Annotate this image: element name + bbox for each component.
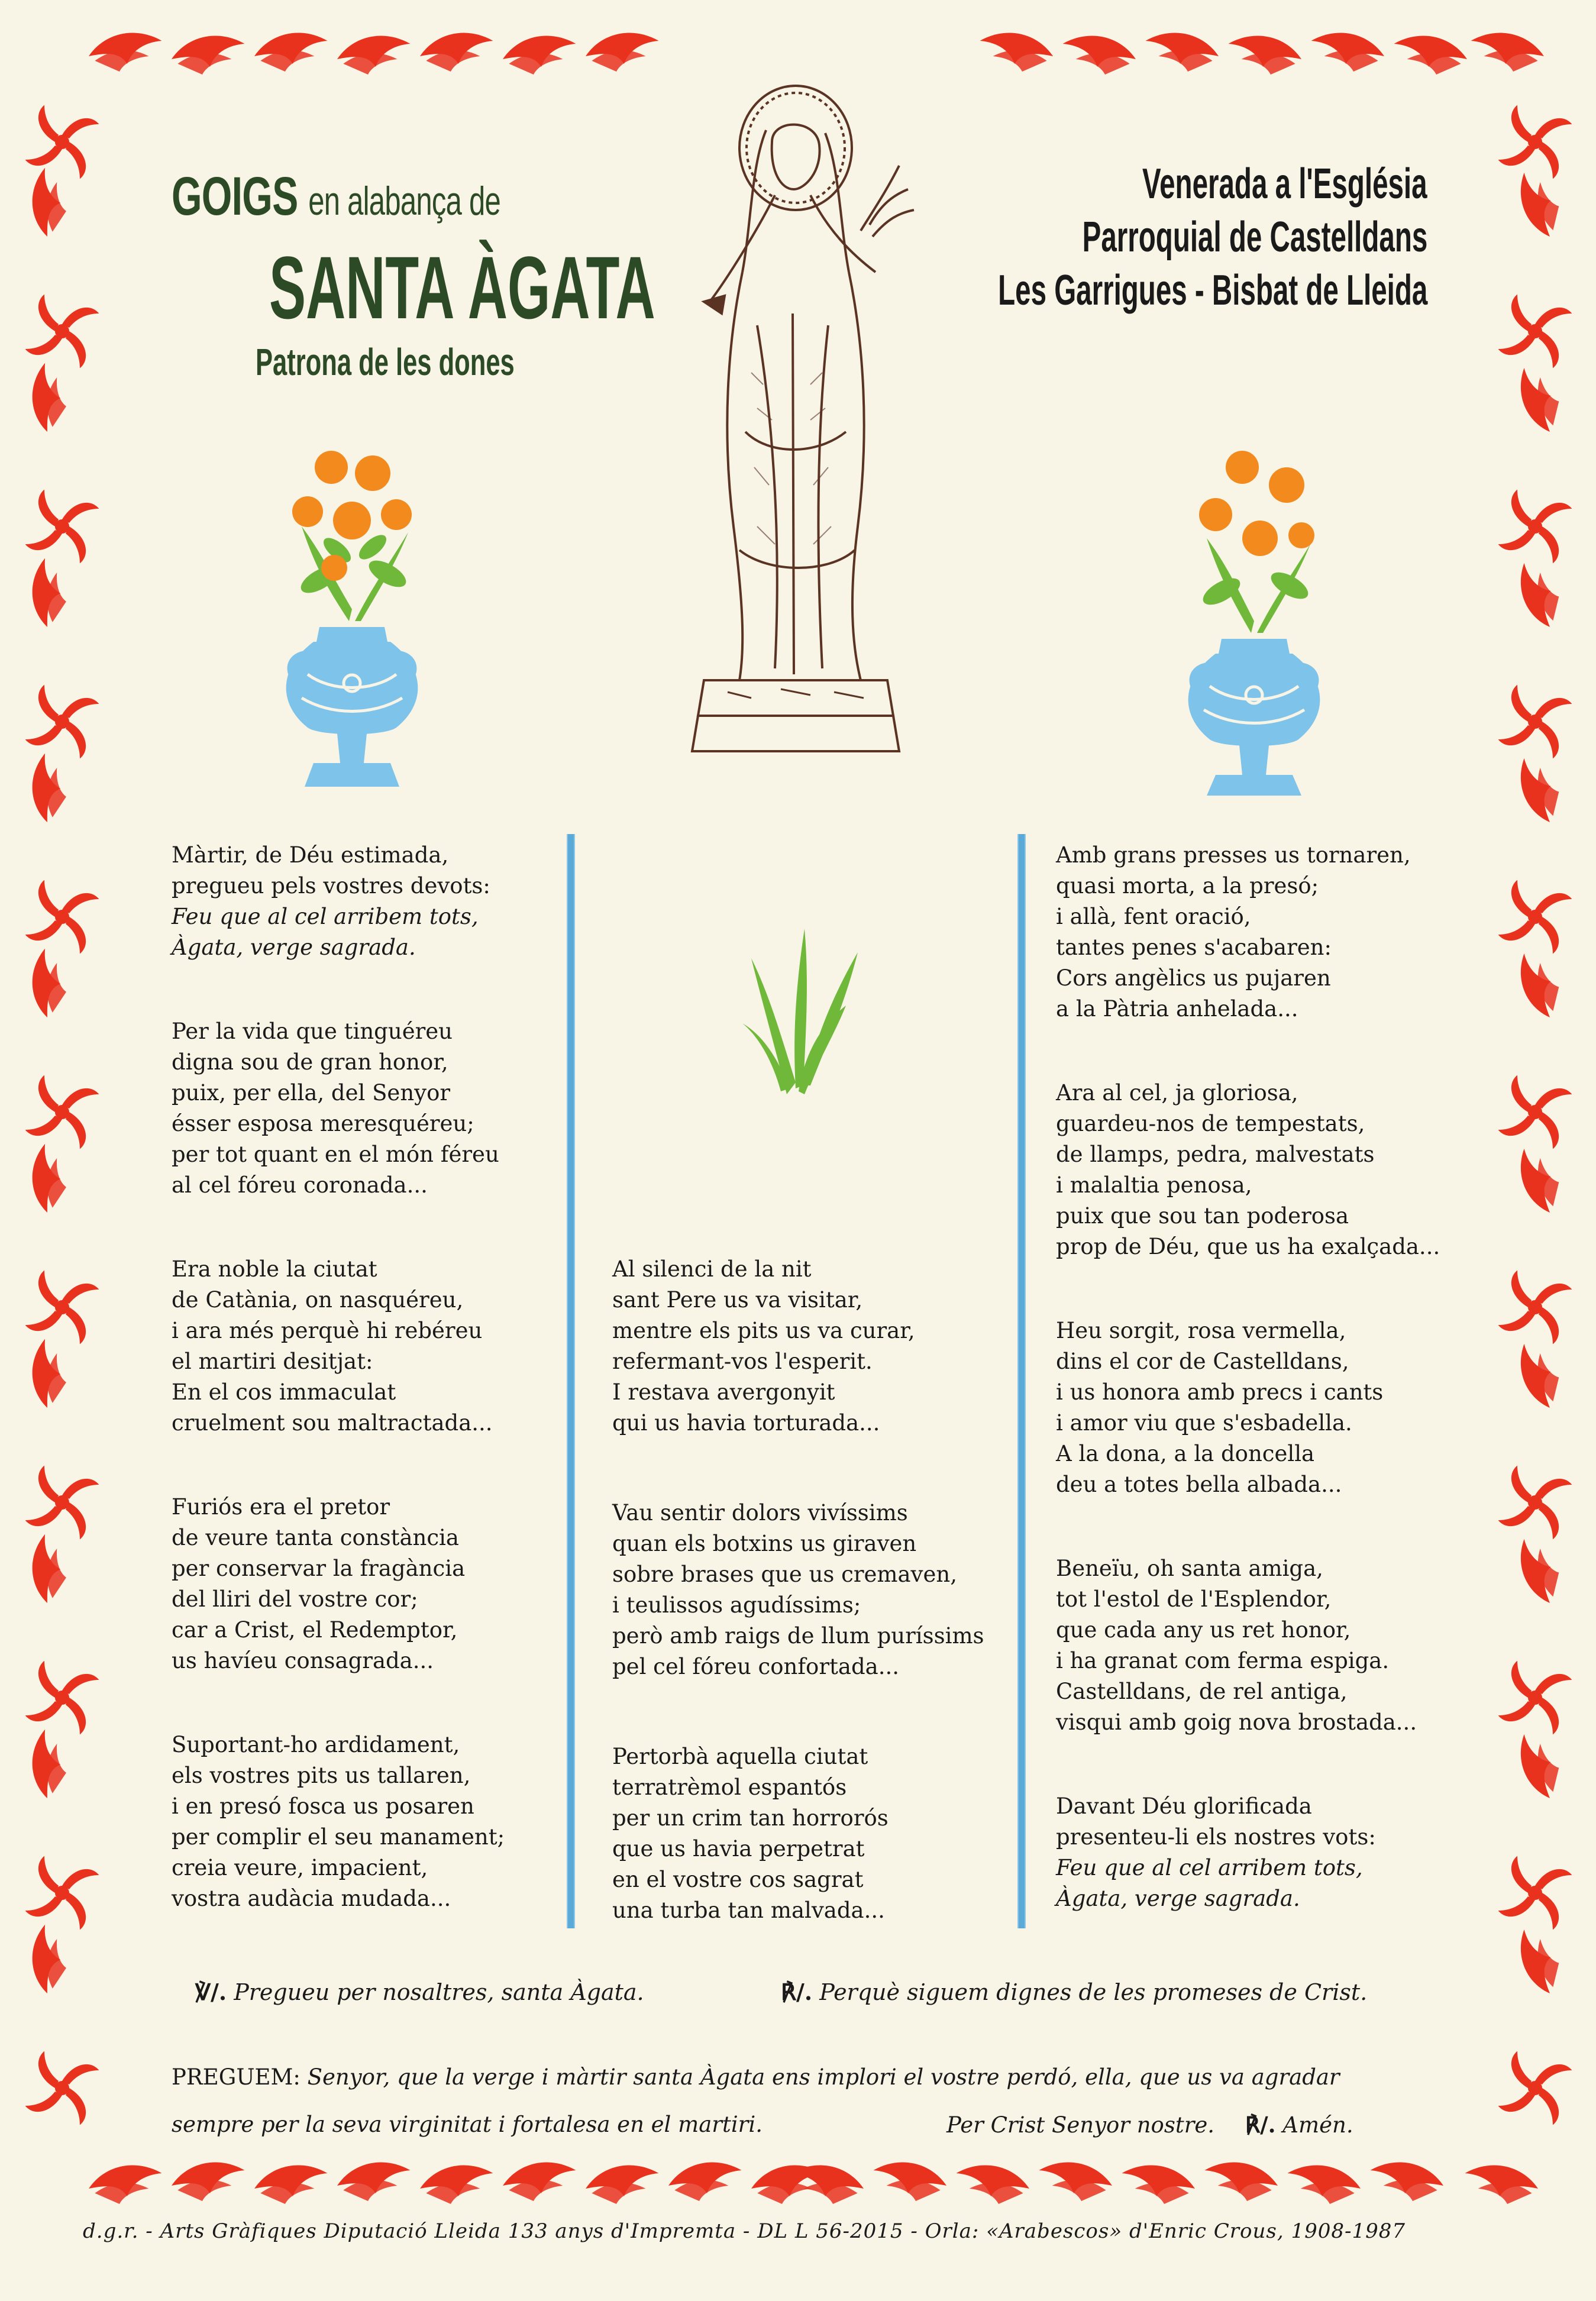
prayer-closing-text: Per Crist Senyor nostre. <box>946 2112 1215 2138</box>
verse-line: que us havia perpetrat <box>612 1836 865 1862</box>
verse-line: digna sou de gran honor, <box>172 1049 448 1075</box>
verse-line: Feu que al cel arribem tots, <box>172 904 479 929</box>
verse-line: Furiós era el pretor <box>172 1494 390 1520</box>
verse-line: En el cos immaculat <box>172 1379 396 1405</box>
verse-line: prop de Déu, que us ha exalçada... <box>1056 1234 1440 1259</box>
verse-line: de Catània, on nasquéreu, <box>172 1287 464 1313</box>
verse-line: ésser esposa meresquéreu; <box>172 1111 474 1136</box>
stanza-left-3 <box>172 1254 574 1439</box>
verse-line: puix que sou tan poderosa <box>1056 1203 1349 1229</box>
verse-line: sant Pere us va visitar, <box>612 1287 863 1313</box>
stanza-left-1 <box>172 840 574 963</box>
verse-line: creia veure, impacient, <box>172 1855 428 1880</box>
verse-line: Heu sorgit, rosa vermella, <box>1056 1318 1346 1343</box>
versicle-symbol: ℣/. <box>195 1979 227 2005</box>
title-goigs <box>172 166 500 228</box>
verse-line: que cada any us ret honor, <box>1056 1617 1351 1643</box>
verse-line: I restava avergonyit <box>612 1379 835 1405</box>
printer-footer: d.g.r. - Arts Gràfiques Diputació Lleida 133 anys d'Impremta - DL L 56-2015 - Orla: «Arabescos» d'Enric Crous, 1908-1987 <box>83 2219 1406 2243</box>
verse-line: del lliri del vostre cor; <box>172 1586 418 1612</box>
prayer-label: PREGUEM: <box>172 2064 301 2090</box>
verse-line: Ara al cel, ja gloriosa, <box>1056 1080 1298 1106</box>
verse-line: i ha granat com ferma espiga. <box>1056 1648 1390 1673</box>
flower-vase-icon-right <box>1159 438 1349 804</box>
verse-line: una turba tan malvada... <box>612 1898 885 1923</box>
stanza-middle-1 <box>612 1254 1015 1439</box>
verse-line: Àgata, verge sagrada. <box>1056 1886 1300 1911</box>
verse-line: quan els botxins us giraven <box>612 1531 917 1556</box>
border-top <box>89 33 1544 75</box>
prayer-line1 <box>172 2064 1340 2090</box>
border-bottom <box>89 2162 1538 2204</box>
border-left <box>25 105 99 2125</box>
stanza-right-2 <box>1056 1078 1458 1262</box>
verse-line: quasi morta, a la presó; <box>1056 873 1319 899</box>
green-palm-frond-icon <box>739 905 870 1100</box>
stanza-left-2 <box>172 1016 574 1201</box>
verse-line: Feu que al cel arribem tots, <box>1056 1855 1363 1880</box>
prayer-text-2: sempre per la seva virginitat i fortalesa en el martiri. <box>172 2112 763 2137</box>
verse-line: pel cel fóreu confortada... <box>612 1654 899 1679</box>
verse-line: terratrèmol espantós <box>612 1775 847 1800</box>
stanza-middle-3 <box>612 1741 1015 1926</box>
verse-line: i teulissos agudíssims; <box>612 1592 861 1618</box>
verse-line: per un crim tan horrorós <box>612 1805 889 1831</box>
verse-line: Cors angèlics us pujaren <box>1056 965 1331 991</box>
verse-line: i malaltia penosa, <box>1056 1172 1252 1198</box>
verse-line: Màrtir, de Déu estimada, <box>172 842 449 868</box>
verse-line: a la Pàtria anhelada... <box>1056 996 1298 1022</box>
verse-line: vostra audàcia mudada... <box>172 1886 451 1911</box>
verse-line: dins el cor de Castelldans, <box>1056 1349 1349 1374</box>
prayer-closing <box>946 2112 1353 2138</box>
verse-line: Pertorbà aquella ciutat <box>612 1744 868 1769</box>
verse-line: els vostres pits us tallaren, <box>172 1763 471 1788</box>
versicle <box>195 1979 644 2005</box>
verse-line: Beneïu, oh santa amiga, <box>1056 1556 1323 1581</box>
response <box>781 1979 1367 2005</box>
verse-line: de veure tanta constància <box>172 1525 459 1550</box>
verse-line: presenteu-li els nostres vots: <box>1056 1824 1376 1850</box>
stanza-right-4 <box>1056 1553 1458 1738</box>
stanza-right-5 <box>1056 1791 1458 1914</box>
stanza-right-3 <box>1056 1316 1458 1500</box>
response-text: Perquè siguem dignes de les promeses de Crist. <box>819 1979 1368 2005</box>
verse-line: us havíeu consagrada... <box>172 1648 434 1673</box>
saint-agatha-statue-icon <box>639 77 946 763</box>
stanza-right-1 <box>1056 840 1458 1025</box>
verse-line: visqui amb goig nova brostada... <box>1056 1709 1417 1735</box>
verse-line: i amor viu que s'esbadella. <box>1056 1410 1352 1436</box>
title-goigs-word: GOIGS <box>172 166 298 227</box>
verse-line: car a Crist, el Redemptor, <box>172 1617 458 1643</box>
verse-line: i us honora amb precs i cants <box>1056 1379 1384 1405</box>
verse-line: Per la vida que tinguéreu <box>172 1019 453 1044</box>
verse-line: Vau sentir dolors vivíssims <box>612 1500 908 1526</box>
verse-line: de llamps, pedra, malvestats <box>1056 1142 1375 1167</box>
verse-line: per conservar la fragància <box>172 1556 466 1581</box>
prayer-line2 <box>172 2112 763 2137</box>
border-right <box>1498 105 1572 2125</box>
response-symbol: ℟/. <box>781 1979 813 2005</box>
title-santa-agata: SANTA ÀGATA <box>269 238 655 337</box>
verse-line: i ara més perquè hi rebéreu <box>172 1318 483 1343</box>
versicle-text: Pregueu per nosaltres, santa Àgata. <box>234 1979 644 2005</box>
verse-line: i allà, fent oració, <box>1056 904 1251 929</box>
verse-line: sobre brases que us cremaven, <box>612 1562 957 1587</box>
verse-line: qui us havia torturada... <box>612 1410 880 1436</box>
column-divider-right <box>1017 834 1026 1928</box>
stanza-middle-2 <box>612 1498 1015 1682</box>
prayer-text-1: Senyor, que la verge i màrtir santa Àgata ens implori el vostre perdó, ella, que us va agradar <box>307 2064 1340 2090</box>
flower-vase-icon-left <box>254 432 450 799</box>
title-en-alabanca: en alabança de <box>308 179 501 224</box>
verse-line: per tot quant en el món féreu <box>172 1142 499 1167</box>
verse-line: deu a totes bella albada... <box>1056 1472 1342 1497</box>
stanza-left-4 <box>172 1492 574 1676</box>
verse-line: tot l'estol de l'Esplendor, <box>1056 1586 1332 1612</box>
verse-line: refermant-vos l'esperit. <box>612 1349 873 1374</box>
verse-line: i en presó fosca us posaren <box>172 1793 474 1819</box>
title-patrona: Patrona de les dones <box>256 341 515 383</box>
verse-line: cruelment sou maltractada... <box>172 1410 493 1436</box>
verse-line: el martiri desitjat: <box>172 1349 373 1374</box>
amen-symbol: ℟/. <box>1245 2112 1276 2138</box>
venerada-line2: Parroquial de Castelldans <box>1082 214 1427 261</box>
verse-line: tantes penes s'acabaren: <box>1056 935 1332 960</box>
venerada-line3: Les Garrigues - Bisbat de Lleida <box>997 267 1427 314</box>
verse-line: al cel fóreu coronada... <box>172 1172 428 1198</box>
venerada-line1: Venerada a l'Església <box>1142 160 1427 208</box>
verse-line: A la dona, a la doncella <box>1056 1441 1315 1466</box>
verse-line: per complir el seu manament; <box>172 1824 505 1850</box>
verse-line: Davant Déu glorificada <box>1056 1793 1312 1819</box>
verse-line: Suportant-ho ardidament, <box>172 1732 460 1757</box>
verse-line: guardeu-nos de tempestats, <box>1056 1111 1365 1136</box>
verse-line: Amb grans presses us tornaren, <box>1056 842 1411 868</box>
verse-line: en el vostre cos sagrat <box>612 1867 864 1892</box>
verse-line: Castelldans, de rel antiga, <box>1056 1679 1348 1704</box>
verse-line: però amb raigs de llum puríssims <box>612 1623 984 1649</box>
verse-line: puix, per ella, del Senyor <box>172 1080 451 1106</box>
amen-text: Amén. <box>1282 2112 1353 2138</box>
verse-line: Al silenci de la nit <box>612 1256 812 1282</box>
verse-line: pregueu pels vostres devots: <box>172 873 490 899</box>
verse-line: Era noble la ciutat <box>172 1256 377 1282</box>
verse-line: Àgata, verge sagrada. <box>172 935 416 960</box>
verse-line: mentre els pits us va curar, <box>612 1318 915 1343</box>
stanza-left-5 <box>172 1730 574 1914</box>
